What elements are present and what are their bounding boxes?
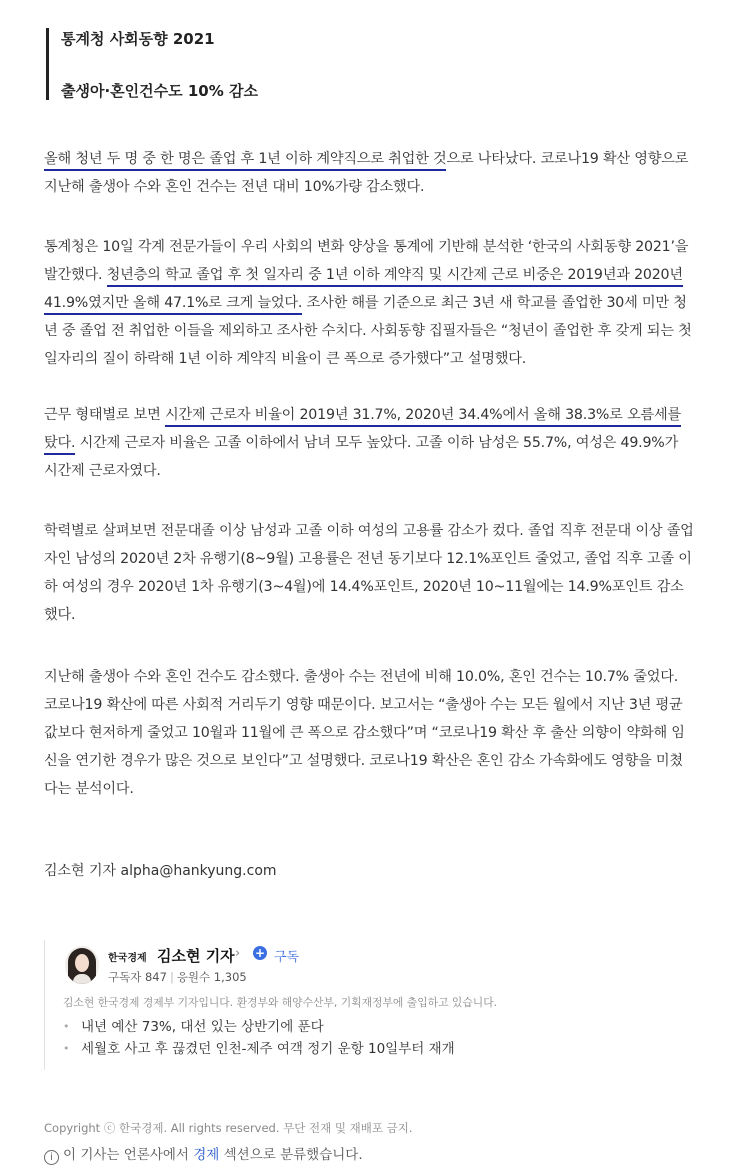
support-count: 응원수 1,305	[176, 970, 247, 984]
reporter-stats: 구독자 847 | 응원수 1,305	[108, 970, 247, 984]
related-article-item[interactable]: • 내년 예산 73%, 대선 있는 상반기에 푼다	[63, 1016, 455, 1038]
chevron-right-icon: ›	[235, 946, 241, 961]
paragraph-text: 시간제 근로자 비율은 고졸 이하에서 남녀 모두 높았다. 고졸 이하 남성은 55.7%, 여성은 49.9%가 시간제 근로자였다.	[44, 435, 679, 479]
highlighted-text: 청년층의 학교 졸업 후 첫 일자리 중 1년 이하 계약직 및 시간제 근로 비중은 2019년과 2020년 41.9%였지만 올해 47.1%로 크게 늘었다.	[44, 267, 683, 315]
related-articles	[63, 1016, 455, 1060]
subscriber-count: 구독자 847	[108, 970, 167, 984]
paragraph-text: 통계청은 10일 각계 전문가들이 우리 사회의 변화 양상을 통계에 기반해 분석한 ‘한국의 사회동향 2021’을 발간했다.	[44, 239, 689, 283]
bullet-icon: •	[63, 1042, 70, 1055]
article-body	[44, 145, 694, 835]
related-article-item[interactable]: • 세월호 사고 후 끊겼던 인천-제주 여객 정기 운항 10일부터 재개	[63, 1038, 455, 1060]
plus-icon[interactable]: +	[254, 946, 266, 960]
subhead-2: 출생아·혼인건수도 10% 감소	[61, 82, 258, 100]
paragraph-text: 근무 형태별로 보면	[44, 407, 165, 423]
paragraph-2	[44, 233, 694, 373]
paragraph-text: 조사한 해를 기준으로 최근 3년 새 학교를 졸업한 30세 미만 청년 중 졸업 전 취업한 이들을 제외하고 조사한 수치다. 사회동향 집필자들은 “청년이 졸업한 후 갖게 되는 첫 일자리의 질이 하락해 1년 이하 계약직 비율이 큰 폭으로 증가했다”고 설명했다.	[44, 295, 692, 367]
paragraph-1	[44, 145, 694, 201]
byline: 김소현 기자 alpha@hankyung.com	[44, 863, 277, 879]
paragraph-text: 으로 나타났다. 코로나19 확산 영향으로 지난해 출생아 수와 혼인 건수는 전년 대비 10%가량 감소했다.	[44, 151, 689, 195]
copyright-notice: Copyright ⓒ 한국경제. All rights reserved. 무단 전재 및 재배포 금지.	[44, 1121, 413, 1135]
subhead-1: 통계청 사회동향 2021	[61, 30, 215, 48]
reporter-bio: 김소현 한국경제 경제부 기자입니다. 환경부와 해양수산부, 기획재정부에 출입하고 있습니다.	[63, 996, 498, 1009]
bullet-icon: •	[63, 1020, 70, 1033]
info-icon: i	[44, 1150, 59, 1165]
reporter-name-link[interactable]: 김소현 기자	[157, 947, 235, 965]
highlighted-text: 올해 청년 두 명 중 한 명은 졸업 후 1년 이하 계약직으로 취업한 것	[44, 151, 446, 171]
paragraph-3	[44, 401, 694, 485]
paragraph-4: 학력별로 살펴보면 전문대졸 이상 남성과 고졸 이하 여성의 고용률 감소가 컸다. 졸업 직후 전문대 이상 졸업자인 남성의 2020년 2차 유행기(8~9월) 고용률은 전년 동기보다 12.1%포인트 줄었고, 졸업 직후 고졸 이하 여성의 경우 2020년 1차 유행기(3~4월)에 14.4%포인트, 2020년 10~11월에는 14.9%포인트 감소했다.	[44, 523, 694, 623]
article-subheads	[46, 28, 646, 100]
subscribe-button[interactable]: 구독	[274, 950, 300, 965]
highlighted-text: 시간제 근로자 비율이 2019년 31.7%, 2020년 34.4%에서 올해 38.3%로 오름세를 탔다.	[44, 407, 681, 455]
section-link-economy[interactable]: 경제	[193, 1147, 220, 1163]
paragraph-5: 지난해 출생아 수와 혼인 건수도 감소했다. 출생아 수는 전년에 비해 10.0%, 혼인 건수는 10.7% 줄었다. 코로나19 확산에 따른 사회적 거리두기 영향 때문이다. 보고서는 “출생아 수는 모든 월에서 지난 3년 평균값보다 현저하게 줄었고 10월과 11월에 큰 폭으로 감소했다”며 “코로나19 확산 후 출산 의향이 약화해 임신을 연기한 경우가 많은 것으로 보인다”고 설명했다. 코로나19 확산은 혼인 감소 가속화에도 영향을 미쳤다는 분석이다.	[44, 669, 685, 797]
section-classification-note: i 이 기사는 언론사에서 경제 섹션으로 분류했습니다.	[44, 1143, 363, 1165]
press-logo: 한국경제	[108, 953, 147, 964]
reporter-avatar[interactable]	[65, 946, 99, 984]
reporter-card	[44, 940, 545, 1070]
